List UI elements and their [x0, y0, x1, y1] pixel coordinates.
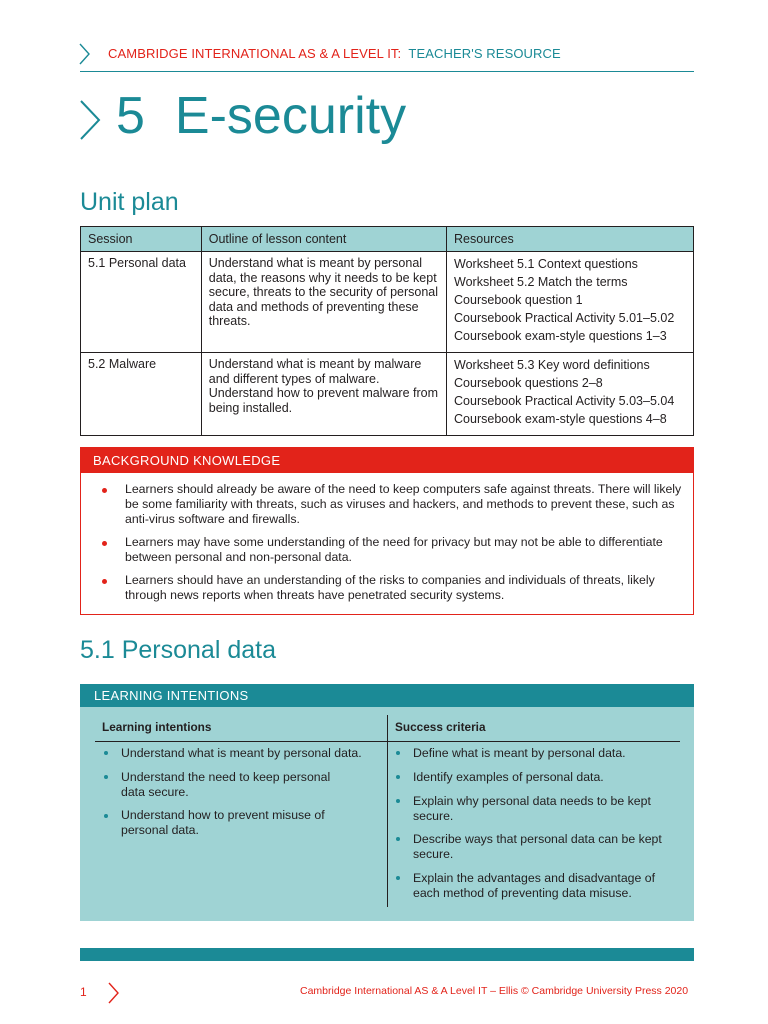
session-cell: 5.1 Personal data [81, 252, 202, 353]
outline-cell: Understand what is meant by personal data, the reasons why it needs to be kept secure, threats to the security of personal data and methods of preventing these threats. [201, 252, 446, 353]
bullet-icon [396, 799, 400, 803]
table-row [81, 252, 694, 353]
resource-item: Coursebook questions 2–8 [454, 376, 603, 390]
section-heading: 5.1 Personal data [80, 636, 276, 664]
chevron-right-icon [107, 982, 119, 1004]
resource-item: Worksheet 5.2 Match the terms [454, 275, 628, 289]
bullet-icon [396, 837, 400, 841]
bullet-icon [102, 579, 107, 584]
column-header-resources: Resources [447, 227, 694, 252]
resource-item: Worksheet 5.3 Key word definitions [454, 358, 650, 372]
resources-cell [447, 252, 694, 353]
session-cell: 5.2 Malware [81, 353, 202, 436]
learning-intentions-column-title: Learning intentions [102, 720, 212, 734]
chevron-right-icon [78, 43, 90, 65]
learning-intentions-title: LEARNING INTENTIONS [94, 688, 249, 703]
bullet-icon [102, 488, 107, 493]
bullet-icon [104, 751, 108, 755]
bullet-icon [396, 751, 400, 755]
table-header-row [81, 227, 694, 252]
resource-item: Coursebook Practical Activity 5.03–5.04 [454, 394, 675, 408]
list-item: Identify examples of personal data. [413, 770, 604, 784]
chevron-right-icon [78, 99, 102, 141]
chapter-name: E-security [174, 87, 407, 145]
running-header [108, 46, 561, 61]
list-item: Learners may have some understanding of the need for privacy but may not be able to differentiate between personal and non-personal data. [125, 535, 663, 564]
chapter-title [116, 88, 406, 145]
background-knowledge-header [80, 447, 694, 473]
footer-bar [80, 948, 694, 961]
list-item: Define what is meant by personal data. [413, 746, 626, 760]
unit-plan-table [80, 226, 694, 436]
column-header-session: Session [81, 227, 202, 252]
resource-label: TEACHER'S RESOURCE [408, 46, 561, 61]
resource-item: Worksheet 5.1 Context questions [454, 257, 638, 271]
list-item: Explain the advantages and disadvantage of each method of preventing data misuse. [413, 871, 656, 900]
list-item: Understand the need to keep personal data secure. [121, 770, 331, 799]
bullet-icon [396, 775, 400, 779]
list-item: Explain why personal data needs to be kept secure. [413, 794, 651, 823]
column-header-outline: Outline of lesson content [201, 227, 446, 252]
list-item: Describe ways that personal data can be kept secure. [413, 832, 662, 861]
list-item: Understand how to prevent misuse of personal data. [121, 808, 325, 837]
resource-item: Coursebook exam-style questions 1–3 [454, 329, 667, 343]
bullet-icon [396, 876, 400, 880]
table-row [81, 353, 694, 436]
success-criteria-column-title: Success criteria [395, 720, 486, 734]
resource-item: Coursebook question 1 [454, 293, 583, 307]
bullet-icon [102, 541, 107, 546]
resource-item: Coursebook exam-style questions 4–8 [454, 412, 667, 426]
resource-item: Coursebook Practical Activity 5.01–5.02 [454, 311, 675, 325]
bullet-icon [104, 814, 108, 818]
header-divider [80, 71, 694, 72]
column-divider [387, 715, 388, 907]
outline-cell: Understand what is meant by malware and different types of malware. Understand how to prevent malware from being installed. [201, 353, 446, 436]
copyright-notice: Cambridge International AS & A Level IT – Ellis © Cambridge University Press 2020 [300, 985, 689, 997]
book-title: CAMBRIDGE INTERNATIONAL AS & A LEVEL IT: [108, 46, 402, 61]
list-item: Understand what is meant by personal data. [121, 746, 362, 760]
page-number: 1 [80, 985, 87, 999]
background-knowledge-title: BACKGROUND KNOWLEDGE [93, 453, 281, 468]
chapter-number: 5 [116, 87, 145, 145]
unit-plan-heading: Unit plan [80, 188, 179, 216]
bullet-icon [104, 775, 108, 779]
resources-cell [447, 353, 694, 436]
list-item: Learners should already be aware of the need to keep computers safe against threats. There will likely be some familiarity with threats, such as viruses and hackers, and methods to prevent these, such as anti-virus software and firewalls. [125, 482, 682, 526]
learning-intentions-header [80, 684, 694, 707]
list-item: Learners should have an understanding of the risks to companies and individuals of threats, likely through news reports when threats have penetrated security systems. [125, 573, 655, 602]
